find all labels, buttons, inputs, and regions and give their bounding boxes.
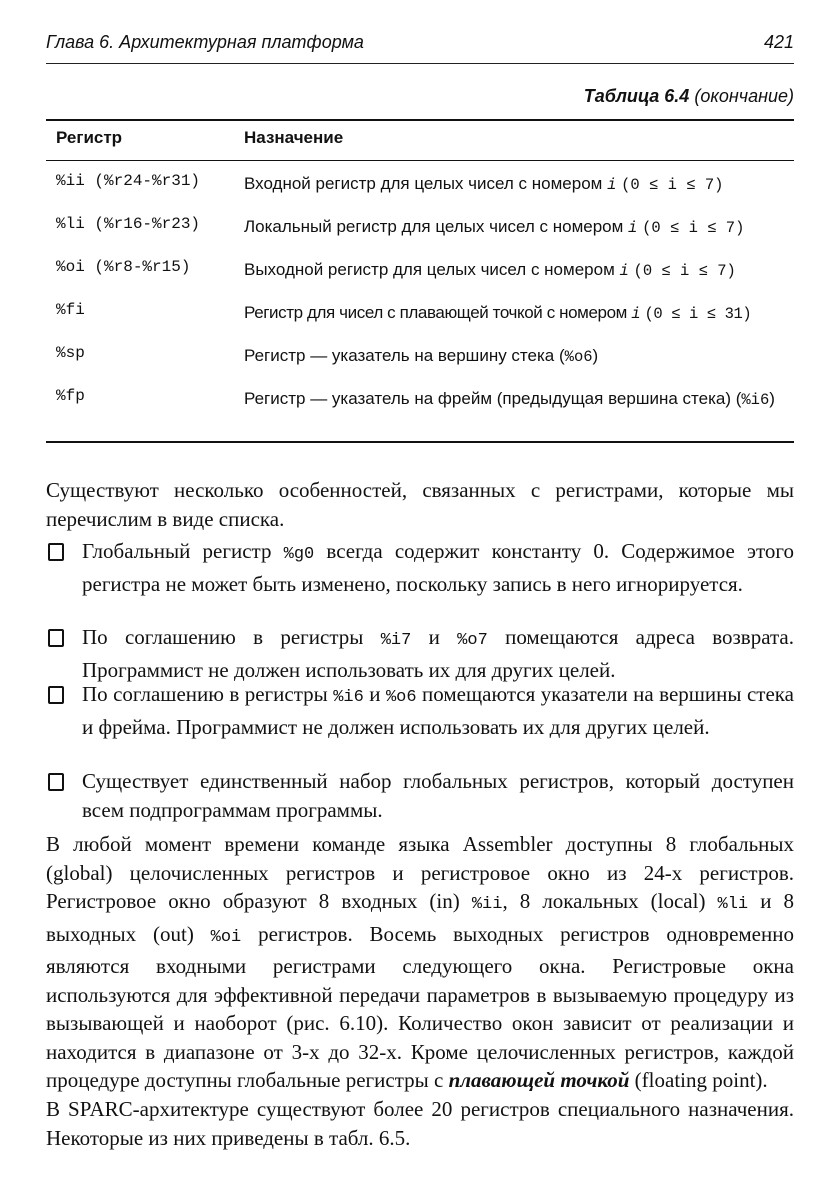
- purpose-text: Регистр для чисел с плавающей точкой с номером: [244, 303, 632, 322]
- table-header-rule: [46, 160, 794, 161]
- column-header-purpose: Назначение: [244, 128, 344, 147]
- para-code: %ii: [471, 895, 503, 914]
- list-text: помещаются указатели на вершины стека и фрейма. Программист не должен использовать их для других целей.: [82, 682, 794, 739]
- purpose-tail: ): [769, 389, 775, 408]
- register-name: %fp: [56, 387, 85, 405]
- purpose-range: (0 ≤ i ≤ 31): [644, 305, 752, 323]
- table-top-rule: [46, 119, 794, 121]
- checkbox-bullet-icon: [48, 629, 64, 647]
- register-name: %li (%r16-%r23): [56, 215, 201, 233]
- list-text: Глобальный регистр: [82, 539, 284, 563]
- register-name: %sp: [56, 344, 85, 362]
- register-name: %ii (%r24-%r31): [56, 172, 201, 190]
- list-text: и: [363, 682, 386, 706]
- purpose-range: (0 ≤ i ≤ 7): [633, 262, 736, 280]
- purpose-text: Локальный регистр для целых чисел с номером: [244, 217, 629, 236]
- paragraph-register-window: [46, 830, 794, 1095]
- register-purpose: [244, 387, 784, 412]
- para-text: , 8 локальных (local): [502, 889, 718, 913]
- table-bottom-rule: [46, 441, 794, 443]
- purpose-text: Регистр — указатель на вершину стека (: [244, 346, 565, 365]
- list-text: и: [411, 625, 458, 649]
- para-code: %li: [717, 895, 749, 914]
- page-number: 421: [763, 32, 794, 52]
- table-caption-note: (окончание): [694, 86, 794, 106]
- register-name: %oi (%r8-%r15): [56, 258, 191, 276]
- register-purpose: [244, 344, 784, 369]
- para-emphasis: плавающей точкой: [448, 1068, 630, 1092]
- para-code: %oi: [210, 927, 242, 947]
- list-text: По соглашению в регистры: [82, 625, 381, 649]
- purpose-range: (0 ≤ i ≤ 7): [642, 219, 745, 237]
- list-code: %g0: [283, 545, 315, 564]
- checkbox-bullet-icon: [48, 773, 64, 791]
- para-text: регистров. Восемь выходных регистров одновременно являются входными регистрами следующего окна. Регистровые окна используются для эффективной передачи параметров в вызываемую процедуру из вызывающей и наоборот (рис. 6.10). Количество окон зависит от реализации и находится в диапазоне от 3-х до 32-х. Кроме целочисленных регистров, каждой процедуре доступны глобальные регистры с: [46, 921, 794, 1092]
- purpose-text: Регистр — указатель на фрейм (предыдущая вершина стека) (: [244, 389, 742, 408]
- list-item-text: Существует единственный набор глобальных регистров, который доступен всем подпрограммам программы.: [82, 769, 794, 822]
- list-item-text: [82, 680, 794, 741]
- purpose-code: %i6: [741, 391, 770, 409]
- column-header-register: Регистр: [56, 128, 123, 147]
- checkbox-bullet-icon: [48, 543, 64, 561]
- list-text: помещаются адреса возврата. Программист не должен использовать их для других целей.: [82, 625, 794, 682]
- checkbox-bullet-icon: [48, 686, 64, 704]
- table-caption-label: Таблица 6.4: [583, 86, 690, 106]
- list-text: всегда содержит константу 0. Содержимое этого регистра не может быть изменено, поскольку запись в него игнорируется.: [82, 539, 794, 596]
- para-text: и 8 выходных (out): [46, 889, 794, 946]
- para-text: (floating point).: [629, 1068, 768, 1092]
- list-code: %o7: [457, 631, 488, 650]
- purpose-var: i: [631, 305, 641, 323]
- header-rule: [46, 63, 794, 64]
- register-purpose: [244, 301, 784, 326]
- purpose-code: %o6: [564, 348, 593, 366]
- purpose-var: i: [619, 262, 629, 280]
- register-purpose: [244, 172, 784, 197]
- register-purpose: [244, 215, 784, 240]
- purpose-text: Выходной регистр для целых чисел с номером: [244, 260, 620, 279]
- chapter-title: Глава 6. Архитектурная платформа: [46, 32, 364, 52]
- para-text: В любой момент времени команде языка Assembler доступны 8 глобальных (global) целочисленных регистров и регистровое окно из 24-х регистров. Регистровое окно образуют 8 входных (in): [46, 832, 794, 913]
- purpose-text: Входной регистр для целых чисел с номером: [244, 174, 608, 193]
- paragraph-special-registers: В SPARC-архитектуре существуют более 20 регистров специального назначения. Некоторые из них приведены в табл. 6.5.: [46, 1097, 794, 1150]
- running-header: [46, 32, 794, 53]
- list-code: %i7: [380, 631, 412, 650]
- list-code: %o6: [385, 688, 417, 707]
- purpose-var: i: [628, 219, 638, 237]
- list-item-text: [82, 623, 794, 684]
- table-caption: [46, 86, 794, 107]
- list-code: %i6: [333, 688, 364, 707]
- purpose-tail: ): [592, 346, 599, 365]
- list-text: По соглашению в регистры: [82, 682, 334, 706]
- register-purpose: [244, 258, 784, 283]
- intro-paragraph: Существуют несколько особенностей, связанных с регистрами, которые мы перечислим в виде списка.: [46, 478, 794, 531]
- purpose-range: (0 ≤ i ≤ 7): [621, 176, 724, 194]
- list-item-text: [82, 537, 794, 598]
- register-name: %fi: [56, 301, 85, 319]
- purpose-var: i: [607, 176, 617, 194]
